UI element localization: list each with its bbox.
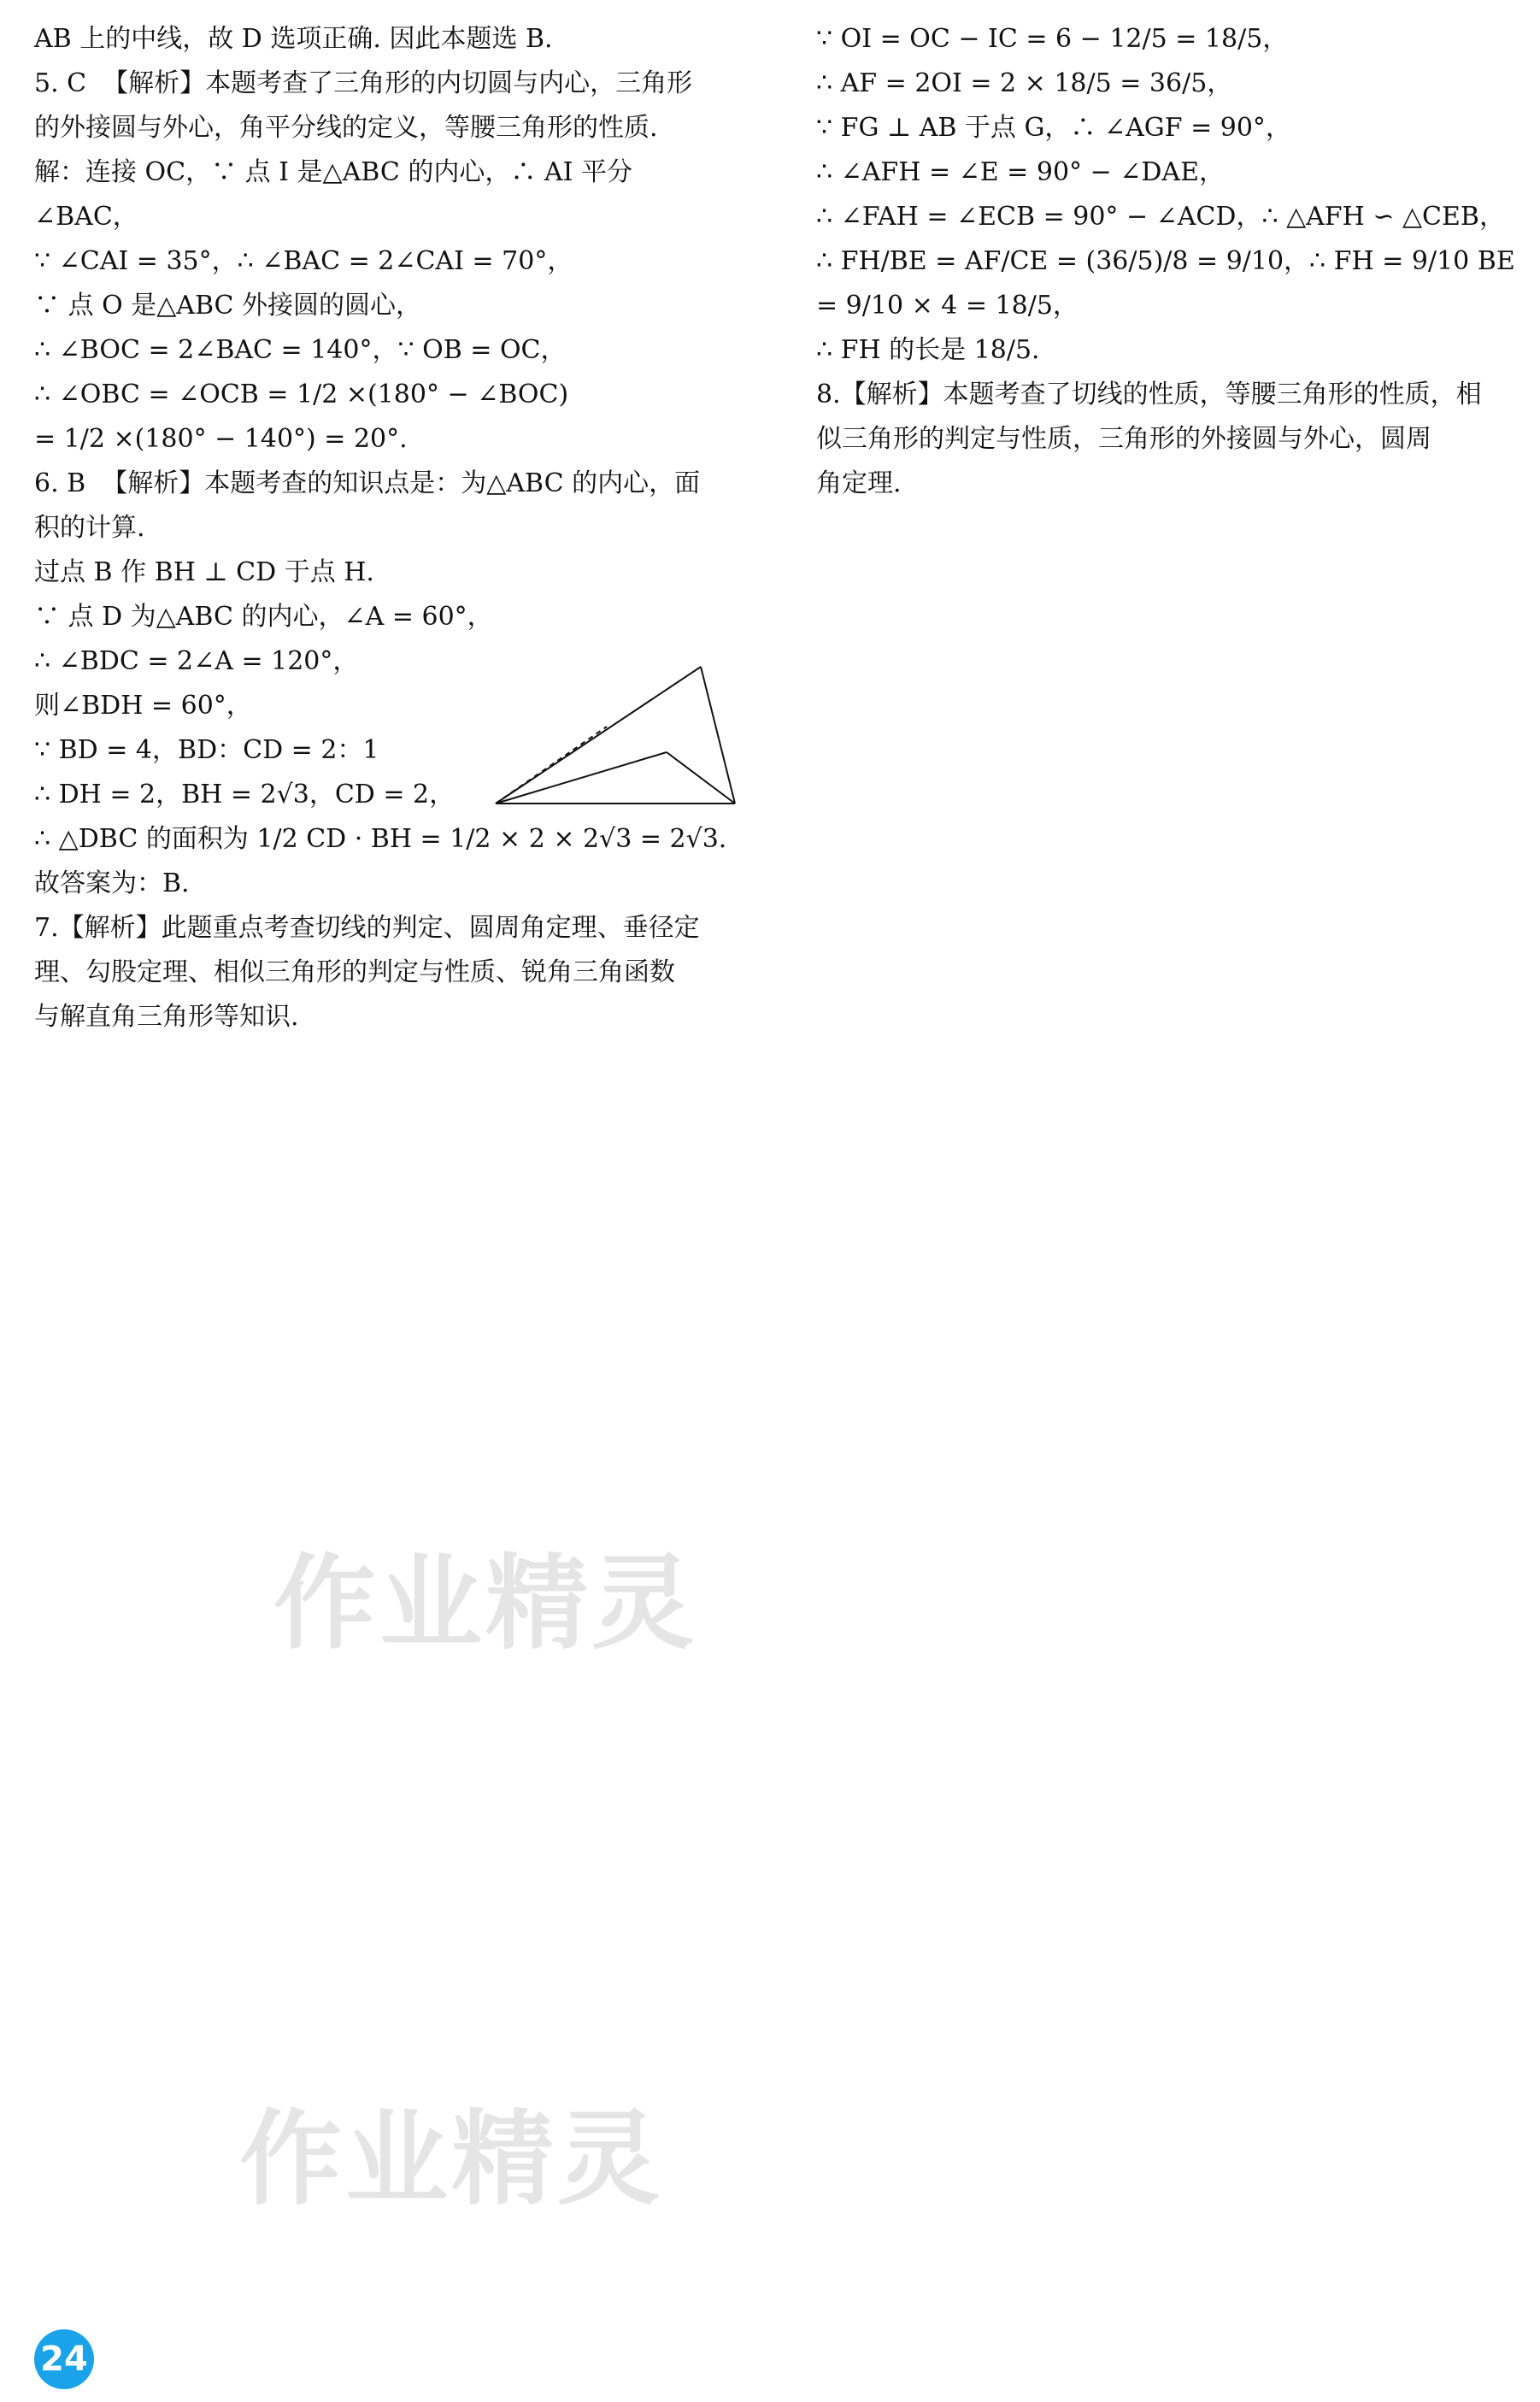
- page-number-badge: 24: [34, 2329, 94, 2389]
- right-line: ∴ ∠FAH = ∠ECB = 90° − ∠ACD，∴ △AFH ∽ △CEB，: [816, 202, 1505, 232]
- right-line: ∴ FH/BE = AF/CE = (36/5)/8 = 9/10，∴ FH = 9/10 BE = 9/10 × 4 = 18/5，: [816, 246, 1524, 321]
- right-line: 似三角形的判定与性质，三角形的外接圆与外心，圆周: [816, 424, 1431, 454]
- left-line: 过点 B 作 BH ⊥ CD 于点 H.: [34, 557, 374, 587]
- right-line: ∴ FH 的长是 18/5.: [816, 335, 1040, 365]
- left-line: ∴ △DBC 的面积为 1/2 CD · BH = 1/2 × 2 × 2√3 = 2√3.: [34, 824, 727, 854]
- right-line: ∴ ∠AFH = ∠E = 90° − ∠DAE，: [816, 157, 1225, 187]
- left-line: ∵ BD = 4，BD：CD = 2：1: [34, 735, 379, 765]
- left-line: 理、勾股定理、相似三角形的判定与性质、锐角三角函数: [34, 957, 675, 987]
- left-line: 6. B 【解析】本题考查的知识点是：为△ABC 的内心，面: [34, 468, 701, 498]
- left-line: ∵ ∠CAI = 35°，∴ ∠BAC = 2∠CAI = 70°，: [34, 246, 573, 276]
- left-line: 则∠BDH = 60°，: [34, 691, 252, 721]
- right-line: ∵ OI = OC − IC = 6 − 12/5 = 18/5，: [816, 24, 1289, 54]
- left-line: 7.【解析】此题重点考查切线的判定、圆周角定理、垂径定: [34, 913, 700, 943]
- right-line: 角定理.: [816, 468, 902, 498]
- right-line: ∵ FG ⊥ AB 于点 G，∴ ∠AGF = 90°，: [816, 113, 1291, 143]
- left-line: 5. C 【解析】本题考查了三角形的内切圆与内心，三角形: [34, 68, 693, 98]
- left-line: ∴ DH = 2，BH = 2√3，CD = 2，: [34, 780, 456, 809]
- right-line: ∴ AF = 2OI = 2 × 18/5 = 36/5，: [816, 68, 1233, 98]
- right-line: 8.【解析】本题考查了切线的性质，等腰三角形的性质，相: [816, 380, 1482, 409]
- left-line: = 1/2 ×(180° − 140°) = 20°.: [34, 424, 408, 454]
- left-line: ∴ ∠BDC = 2∠A = 120°，: [34, 646, 359, 676]
- triangle-figure-q6: [479, 650, 752, 821]
- left-line: ∵ 点 O 是△ABC 外接圆的圆心，: [34, 291, 422, 321]
- watermark-lower: 作业精灵: [239, 2100, 663, 2219]
- left-line: 的外接圆与外心，角平分线的定义，等腰三角形的性质.: [34, 113, 658, 143]
- right-column: [816, 17, 1524, 506]
- left-line: ∴ ∠BOC = 2∠BAC = 140°，∵ OB = OC，: [34, 335, 567, 365]
- left-line: 解：连接 OC，∵ 点 I 是△ABC 的内心，∴ AI 平分∠BAC，: [34, 157, 632, 232]
- left-line: ∵ 点 D 为△ABC 的内心，∠A = 60°，: [34, 602, 493, 632]
- left-column: [34, 17, 735, 1039]
- left-line: ∴ ∠OBC = ∠OCB = 1/2 ×(180° − ∠BOC): [34, 380, 569, 409]
- left-line: AB 上的中线，故 D 选项正确. 因此本题选 B.: [34, 24, 553, 54]
- left-line: 积的计算.: [34, 513, 145, 543]
- left-line: 与解直角三角形等知识.: [34, 1002, 299, 1032]
- watermark: 作业精灵: [273, 1545, 697, 1663]
- left-line: 故答案为：B.: [34, 868, 190, 898]
